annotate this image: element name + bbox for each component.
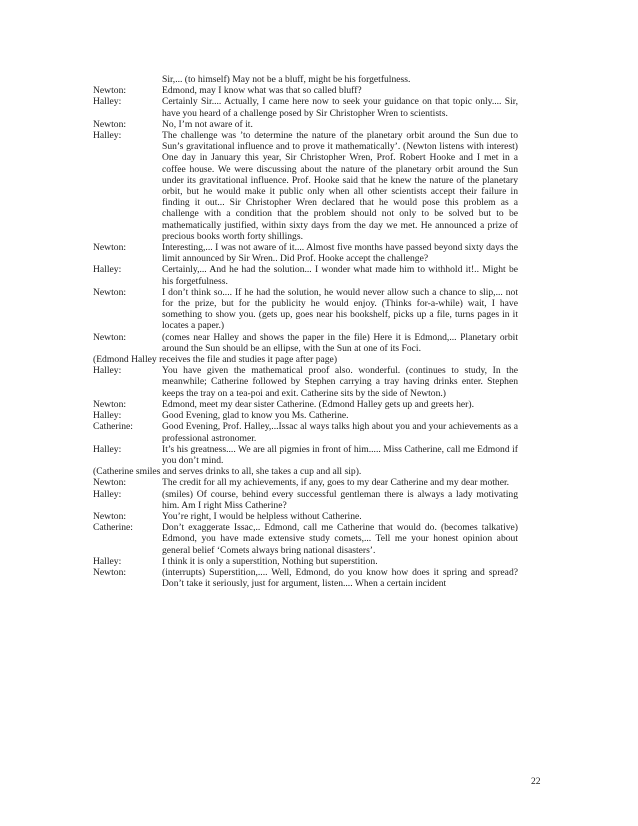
speech-text: (comes near Halley and shows the paper in the file) Here it is Edmond,... Planetary orbit around the Sun should be an ellipse, with the Sun at one of its Foci. [162, 331, 518, 354]
speech-text: Sir,... (to himself) May not be a bluff, might be his forgetfulness. [162, 74, 411, 85]
dialogue-line [93, 332, 518, 354]
dialogue-line [93, 421, 518, 443]
speech-text: I think it is only a superstition, Nothing but superstition. [162, 555, 378, 567]
speaker-name: Halley: [93, 96, 122, 108]
dialogue-line [93, 511, 518, 522]
speaker-name: Newton: [93, 85, 127, 97]
speaker-name: Newton: [93, 331, 127, 343]
speech-text: Certainly Sir.... Actually, I came here now to seek your guidance on that topic only.... Sir, have you heard of a challenge posed by Sir Christopher Wren to scientists. [162, 96, 518, 119]
speech-text: Certainly,... And he had the solution... I wonder what made him to withhold it!.. Might be his forgetfulness. [162, 264, 518, 287]
stage-direction: (Edmond Halley receives the file and studies it page after page) [93, 354, 338, 366]
speaker-name: Catherine: [93, 421, 133, 433]
speech-text: (interrupts) Superstition,.... Well, Edmond, do you know how does it spring and spread? Don’t take it seriously, just for argument, listen.... When a certain incident [162, 566, 518, 590]
dialogue-line [93, 74, 518, 85]
speech-text: You’re right, I would be helpless without Catherine. [162, 510, 362, 522]
speaker-name: Halley: [93, 130, 122, 142]
dialogue-line [93, 522, 518, 556]
dialogue-line [93, 477, 518, 488]
stage-direction: (Catherine smiles and serves drinks to all, she takes a cup and all sip). [93, 466, 362, 478]
speaker-name: Halley: [93, 443, 122, 455]
speech-text: The challenge was ’to determine the nature of the planetary orbit around the Sun due to Sun’s gravitational influence and to prove it mathematically’. (Newton listens with interest) One day in January this year, Sir Christopher Wren, Prof. Robert Hooke and I met in a coffee house. We were discussing about the nature of the planetary orbit around the Sun under its gravitational influence. Prof. Hooke said that he knew the nature of the planetary orbit, but he would make it public only when all other scientists accept their failure in finding it out... Sir Christopher Wren declared that he would pose this problem as a challenge with a condition that the problem should not only to be solved but to be mathematically justified, within sixty days from the day we met. He announced a prize of precious books worth forty shillings. [162, 130, 518, 242]
speaker-name: Newton: [93, 477, 127, 489]
dialogue-line [93, 287, 518, 332]
dialogue-line [93, 365, 518, 399]
dialogue-line [93, 399, 518, 410]
speaker-name: Newton: [93, 286, 127, 298]
dialogue-line [93, 85, 518, 96]
speech-text: No, I’m not aware of it. [162, 118, 253, 130]
dialogue-line [93, 556, 518, 567]
speaker-name: Halley: [93, 365, 122, 377]
dialogue-line [93, 96, 518, 118]
speaker-name: Halley: [93, 264, 122, 276]
speaker-name: Newton: [93, 118, 127, 130]
speaker-name: Newton: [93, 242, 127, 254]
speech-text: Good Evening, glad to know you Ms. Catherine. [162, 410, 349, 422]
speech-text: (smiles) Of course, behind every successful gentleman there is always a lady motivating him. Am I right Miss Catherine? [162, 488, 518, 511]
speech-text: I don’t think so.... If he had the solution, he would never allow such a chance to slip,... not for the prize, but for the publicity he would enjoy. (Thinks for-a-while) wait, I have something to show you. (gets up, goes near his bookshelf, picks up a file, turns pages in it locates a paper.) [162, 286, 518, 332]
page-number: 22 [531, 776, 541, 787]
speech-text: It’s his greatness.... We are all pigmies in front of him..... Miss Catherine, call me Edmond if you don’t mind. [162, 443, 518, 466]
dialogue-line [93, 242, 518, 264]
speech-text: Good Evening, Prof. Halley,...Issac al ways talks high about you and your achievements as a professional astronomer. [162, 421, 518, 444]
speaker-name: Newton: [93, 398, 127, 410]
speech-text: Edmond, meet my dear sister Catherine. (Edmond Halley gets up and greets her). [162, 398, 474, 410]
speech-text: You have given the mathematical proof also. wonderful. (continues to study, In the meanwhile; Catherine followed by Stephen carrying a tray having drinks enter. Stephen keeps the tray on a tea-poi and exit. Catherine sits by the side of Newton.) [162, 365, 518, 399]
play-script-body [93, 74, 518, 589]
speech-text: Don’t exaggerate Issac,.. Edmond, call me Catherine that would do. (becomes talkative) Edmond, you have made extensive study comets,... Tell me your honest opinion about general belief ‘Comets always bring national disasters’. [162, 522, 518, 556]
speaker-name: Halley: [93, 555, 122, 567]
speaker-name: Halley: [93, 488, 122, 500]
speaker-name: Newton: [93, 566, 127, 578]
dialogue-line [93, 567, 518, 589]
dialogue-line [93, 119, 518, 130]
speaker-name: Newton: [93, 510, 127, 522]
speaker-name: Halley: [93, 410, 122, 422]
dialogue-line [93, 130, 518, 242]
speech-text: The credit for all my achievements, if any, goes to my dear Catherine and my dear mother. [162, 477, 510, 489]
dialogue-line [93, 410, 518, 421]
dialogue-line [93, 444, 518, 466]
speech-text: Edmond, may I know what was that so called bluff? [162, 85, 362, 97]
dialogue-line [93, 489, 518, 511]
dialogue-line [93, 264, 518, 286]
speech-text: Interesting,... I was not aware of it.... Almost five months have passed beyond sixty days the limit announced by Sir Wren.. Did Prof. Hooke accept the challenge? [162, 242, 518, 265]
speaker-name: Catherine: [93, 522, 133, 534]
